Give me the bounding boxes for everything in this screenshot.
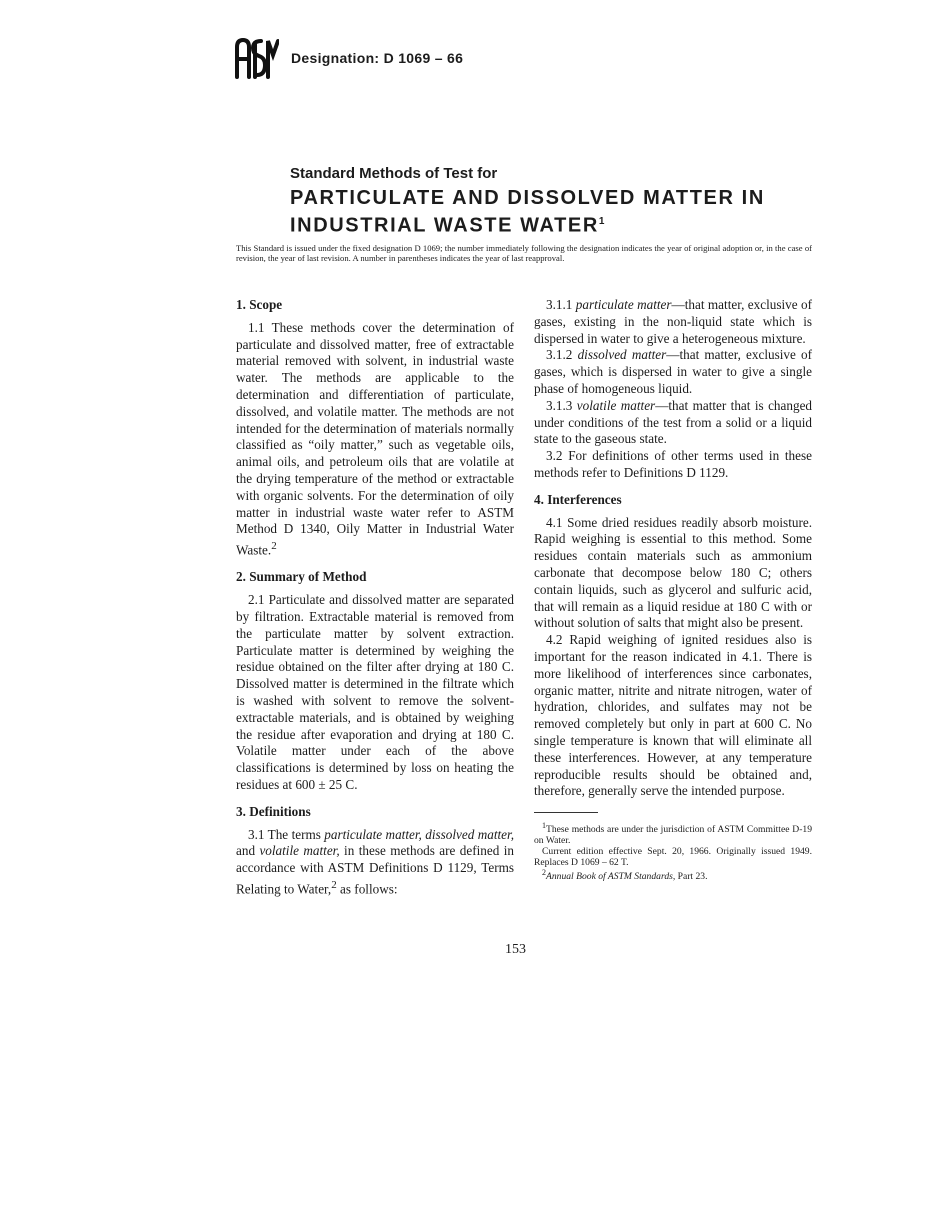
document-subtitle: Standard Methods of Test for — [290, 165, 498, 182]
section-interferences — [534, 492, 812, 800]
section-heading: 1. Scope — [236, 297, 283, 312]
paragraph: 3.1.2 dissolved matter—that matter, exclusive of gases, which is dispersed in water to give a single phase of homogeneous liquid. — [534, 347, 813, 396]
footnote-divider — [534, 812, 598, 813]
footnote: $^2$Annual Book of ASTM Standards, Part 23. — [542, 868, 708, 883]
definitions-continued — [534, 297, 812, 482]
paragraph: 1.1 These methods cover the determination of particulate and dissolved matter, free of extractable material removed with solvent, in industrial waste water. The methods are applicable to the determination and differentiation of particulate, dissolved, and volatile matter. The methods are not intended for the determination of materials normally classified as “oily matter,” such as vegetable oils, animal oils, and petroleum oils that are volatile at the drying temperature of the method or extractable with organic solvents. For the determination of oily matter in industrial waste water refer to ASTM Method D 1340, Oily Matter in Industrial Water Waste.$^2$ — [236, 319, 514, 558]
section-scope — [236, 297, 514, 559]
paragraph: 3.1 The terms particulate matter, dissolved matter, and volatile matter, in these methods are defined in accordance with ASTM Definitions D 1129, Terms Relating to Water,$^2$ as follows: — [236, 826, 514, 897]
paragraph: 3.1.3 volatile matter—that matter that is changed under conditions of the test from a solid or a liquid state to the gaseous state. — [534, 397, 813, 447]
left-column — [236, 297, 514, 908]
footnotes — [534, 812, 812, 883]
page-number: 153 — [505, 942, 526, 957]
paragraph: 3.2 For definitions of other terms used in these methods refer to Definitions D 1129. — [534, 448, 812, 480]
document-header — [233, 36, 463, 80]
astm-logo-icon — [233, 37, 279, 79]
footnote: $^1$These methods are under the jurisdiction of ASTM Committee D-19 on Water. — [534, 821, 812, 847]
paragraph: 4.2 Rapid weighing of ignited residues also is important for the reason indicated in 4.1. There is more likelihood of interferences since carbonates, organic matter, nitrite and nitrate nitrogen, water of hydration, chlorides, and sulfates may not be removed completely but only in part at 600 C. No single temperature is known that will eliminate all these interferences. However, at any temperature reproducible results should be obtained and, therefore, generally serve the intended purpose. — [534, 632, 812, 799]
section-heading: 4. Interferences — [534, 491, 622, 507]
footnote: Current edition effective Sept. 20, 1966. Originally issued 1949. Replaces D 1069 – 62 T. — [534, 845, 812, 868]
section-definitions — [236, 804, 514, 898]
section-summary — [236, 569, 514, 793]
section-heading: 2. Summary of Method — [236, 569, 367, 585]
right-column — [534, 297, 812, 883]
standard-note: This Standard is issued under the fixed designation D 1069; the number immediately following the designation indicates the year of original adoption or, in the case of revision, the year of last revision. A number in parentheses indicates the year of last reapproval. — [236, 243, 812, 263]
section-heading: 3. Definitions — [236, 803, 311, 819]
paragraph: 4.1 Some dried residues readily absorb moisture. Rapid weighing is essential to this method. Some residues contain materials such as ammonium carbonate that decompose below 180 C; others contain liquids, such as glycerol and sulfuric acid, that will remain as a liquid residue at 180 C with or without solution of salts that might also be present. — [534, 514, 812, 631]
paragraph: 3.1.1 particulate matter—that matter, exclusive of gases, existing in the non-liquid state which is dispersed in water to give a heterogeneous mixture. — [534, 297, 812, 346]
paragraph: 2.1 Particulate and dissolved matter are separated by filtration. Extractable material is removed from the particulate matter by solvent extraction. Particulate matter is determined by weighing the residue obtained on the filter after drying at 180 C. Dissolved matter is determined in the filtrate which is washed with solvent to remove the solvent-extractable materials, and is obtained by weighing the residue after evaporation and drying at 180 C. Volatile matter under each of the above classifications is determined by loss on heating the residues at 600 ± 25 C. — [236, 592, 514, 792]
designation: Designation: D 1069 – 66 — [291, 50, 464, 66]
document-title: PARTICULATE AND DISSOLVED MATTER IN INDUSTRIAL WASTE WATER$^1$ — [290, 187, 765, 237]
title-block — [290, 165, 810, 238]
